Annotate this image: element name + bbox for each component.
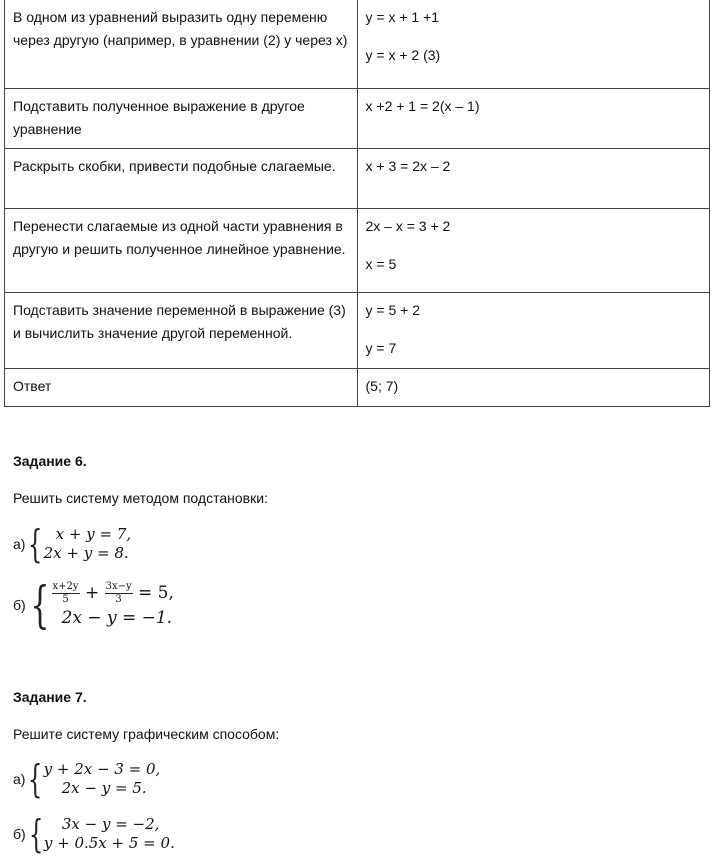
equation: 3x − y = −2, [61,815,160,833]
denominator: 5 [62,593,69,605]
equation: = 5, [138,582,174,603]
work-cell [357,293,710,369]
equation: 2x − y = −1. [61,607,173,628]
work-line: x +2 + 1 = 2(x – 1) [365,98,480,114]
task7-system-a [13,757,161,801]
label: б) [13,597,26,613]
solution-steps-table [4,0,710,407]
brace-icon: { [28,522,43,566]
equation: x + y = 7, [55,525,132,543]
label: б) [13,826,26,842]
work-cell [357,89,710,149]
label: а) [13,536,26,552]
work-line: x = 5 [365,255,397,272]
task6-system-b [13,576,174,634]
step-cell: Подставить значение переменной в выражение (3) и вычислить значение другой переменной. [5,293,358,369]
step-cell: Раскрыть скобки, привести подобные слагаемые. [5,149,358,209]
step-cell: Перенести слагаемые из одной части уравнения в другую и решить полученное линейное уравнение. [5,209,358,293]
equation: 2x + y = 8. [43,544,129,562]
work-line: y = 7 [365,339,397,356]
step-cell: Ответ [5,369,358,407]
task7-system-b [13,812,175,856]
step-cell: В одном из уравнений выразить одну переменю через другую (например, в уравнении (2) у через х) [5,0,358,89]
work-line: (5; 7) [365,378,399,394]
step-cell: Подставить полученное выражение в другое уравнение [5,89,358,149]
label: а) [13,771,26,787]
denominator: 3 [115,593,122,605]
work-line: y = x + 2 (3) [365,46,441,63]
work-line: y = x + 1 +1 [365,9,440,25]
brace-icon: { [28,812,44,856]
equation: 2x − y = 5. [61,779,147,797]
equation: y + 0.5x + 5 = 0. [43,834,175,852]
task7-text: Решите систему графическим способом: [13,726,280,742]
task6-text: Решить систему методом подстановки: [13,490,268,506]
work-line: 2x – x = 3 + 2 [365,218,451,234]
work-cell [357,369,710,407]
equation: y + 2x − 3 = 0, [43,760,161,778]
work-line: y = 5 + 2 [365,302,420,318]
work-line: x + 3 = 2x – 2 [365,158,451,174]
task6-heading: Задание 6. [13,453,87,469]
work-cell [357,149,710,209]
brace-icon: { [30,576,50,634]
brace-icon: { [28,757,43,801]
work-cell [357,209,710,293]
operator: + [84,582,100,603]
task6-system-a [13,522,132,566]
numerator: x+2y [52,580,79,592]
numerator: 3x−y [105,580,132,592]
task7-heading: Задание 7. [13,689,87,705]
work-cell [357,0,710,89]
